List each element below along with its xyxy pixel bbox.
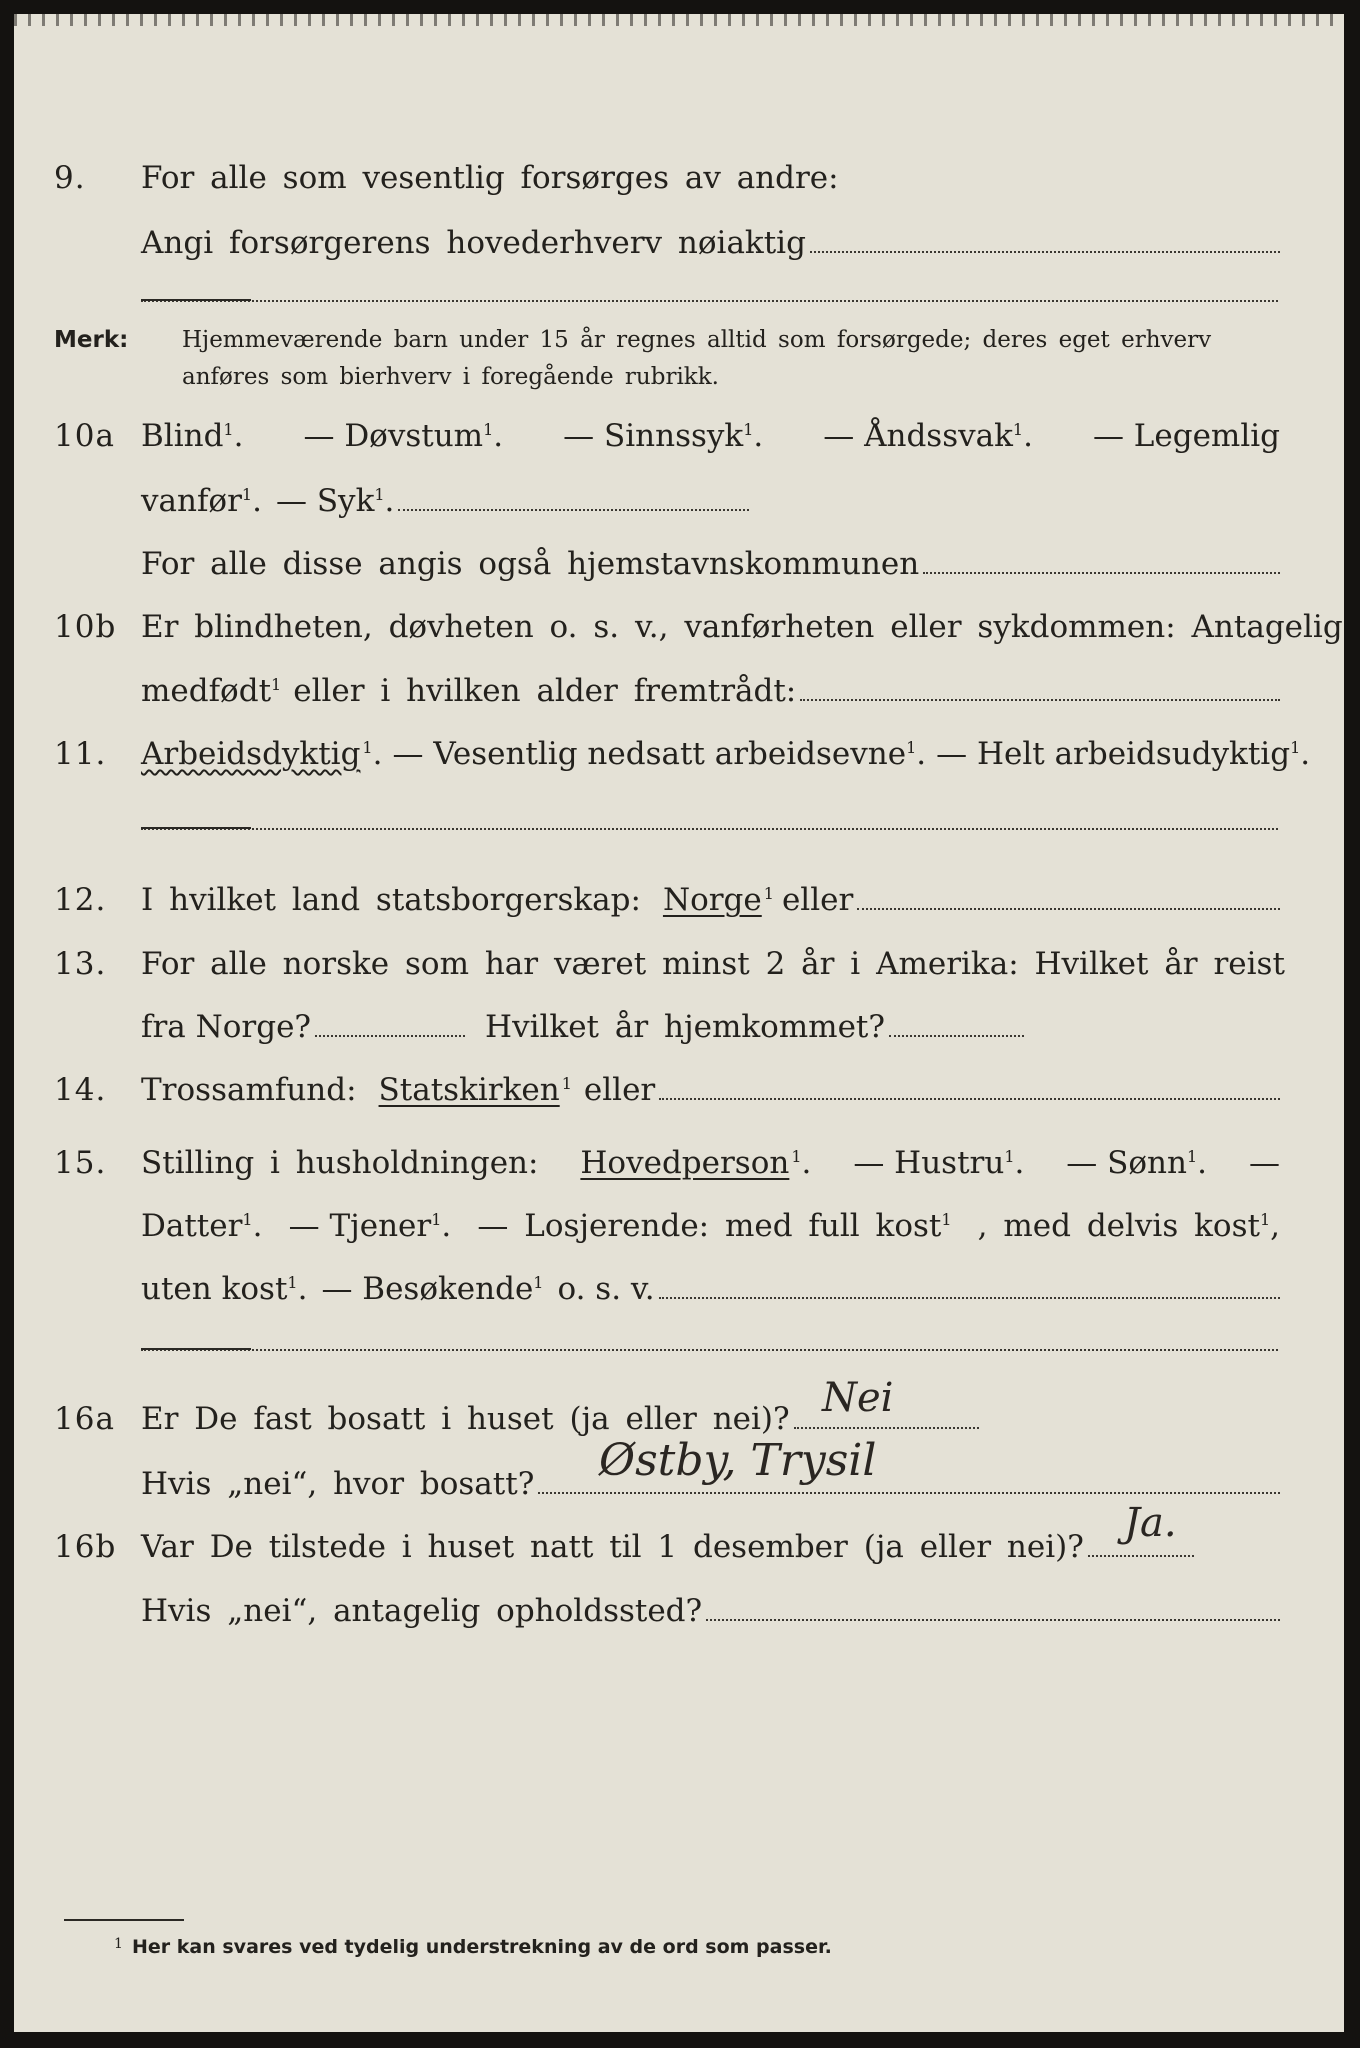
q11-line <box>14 730 1344 778</box>
q14-other-field[interactable] <box>659 1098 1280 1100</box>
option-norge[interactable]: Norge $^1$ <box>662 882 774 918</box>
option-losjerende-full-kost[interactable]: — Losjerende: med full kost$^1$ <box>477 1208 952 1244</box>
option-tjener[interactable]: — Tjener$^1$. <box>288 1208 452 1244</box>
q15-number: 15. <box>54 1145 107 1181</box>
q10a-syk-field[interactable] <box>398 509 749 511</box>
option-syk[interactable]: — Syk$^1$. <box>275 483 395 519</box>
section-divider-solid <box>141 1348 251 1350</box>
option-arbeidsdyktig[interactable]: Arbeidsdyktig $^1$. <box>141 736 383 772</box>
q10b-alder-field[interactable] <box>800 699 1280 701</box>
q16b-number: 16b <box>54 1529 117 1565</box>
merk-label: Merk: <box>54 327 129 353</box>
q16b-opholdssted-label: Hvis „nei“, antagelig opholdssted? <box>141 1593 703 1629</box>
q9-number: 9. <box>54 160 86 196</box>
merk-note-line2: anføres som bierhverv i foregående rubrikk. <box>182 364 719 390</box>
handwritten-answer-ja: Ja. <box>1124 1500 1177 1546</box>
option-datter[interactable]: Datter$^1$. <box>141 1208 263 1244</box>
q15-label: Stilling i husholdningen: <box>141 1145 539 1181</box>
q10b-text: Er blindheten, døvheten o. s. v., vanførheten eller sykdommen: Antagelig <box>141 609 1343 645</box>
q10a-line1 <box>14 412 1344 460</box>
option-medfodt[interactable]: medfødt$^1$ <box>141 673 282 709</box>
option-sinnssyk[interactable]: — Sinnssyk$^1$. <box>563 418 764 454</box>
option-besokende[interactable]: — Besøkende$^1$ <box>321 1271 544 1307</box>
option-hustru[interactable]: — Hustru$^1$. <box>853 1145 1025 1181</box>
q15-osv: o. s. v. <box>557 1271 655 1307</box>
option-uten-kost[interactable]: uten kost$^1$. <box>141 1271 308 1307</box>
option-legemlig[interactable]: — Legemlig <box>1092 418 1280 454</box>
q10a-hjemstavn-label: For alle disse angis også hjemstavnskommunen <box>141 546 920 582</box>
q10a-line2 <box>14 477 1344 525</box>
q10a-hjemstavn-field[interactable] <box>923 572 1280 574</box>
option-blind[interactable]: Blind$^1$. <box>141 418 244 454</box>
footnote-text: Her kan svares ved tydelig understrekning av de ord som passer. <box>132 1936 832 1958</box>
q16b-tilstede-label: Var De tilstede i huset natt til 1 desember (ja eller nei)? <box>141 1529 1084 1565</box>
q9-text: For alle som vesentlig forsørges av andre: <box>141 160 839 196</box>
q14-label: Trossamfund: <box>141 1072 357 1108</box>
q9-hovederhverv-label: Angi forsørgerens hovederhverv nøiaktig <box>141 225 806 261</box>
section-divider <box>141 1349 1278 1351</box>
census-form-page <box>14 14 1344 2032</box>
torn-top-edge <box>14 14 1344 26</box>
footnote-rule <box>64 1919 184 1921</box>
section-divider <box>141 828 1278 830</box>
option-andssvak[interactable]: — Åndssvak$^1$. <box>823 418 1033 454</box>
q16b-tilstede-field[interactable] <box>1088 1555 1194 1557</box>
q16b-opholdssted-field[interactable] <box>706 1619 1280 1621</box>
option-vanfor[interactable]: vanfør$^1$. <box>141 483 262 519</box>
section-divider-solid <box>141 827 251 829</box>
q9-line1 <box>14 154 1344 202</box>
q16a-hvor-bosatt-label: Hvis „nei“, hvor bosatt? <box>141 1466 535 1502</box>
merk-note-line1: Hjemmeværende barn under 15 år regnes alltid som forsørgede; deres eget erhverv <box>182 327 1212 353</box>
footnote-mark: 1 <box>114 1936 123 1952</box>
q13-text: For alle norske som har været minst 2 år i Amerika: Hvilket år reist <box>141 946 1285 982</box>
option-hovedperson[interactable]: Hovedperson $^1$. <box>580 1145 812 1181</box>
q9-answer-field[interactable] <box>810 251 1280 253</box>
section-divider <box>141 300 1278 302</box>
q16a-hvor-bosatt-field[interactable] <box>538 1492 1280 1494</box>
q10b-line2 <box>14 667 1344 715</box>
q9-line2 <box>14 219 1344 267</box>
q15-line2 <box>14 1202 1344 1250</box>
q16a-fast-bosatt-label: Er De fast bosatt i huset (ja eller nei)? <box>141 1401 790 1437</box>
option-delvis-kost[interactable]: , med delvis kost$^1$, <box>977 1208 1280 1244</box>
q10a-number: 10a <box>54 418 115 454</box>
q14-line <box>14 1066 1344 1114</box>
q13-hjemkommet-field[interactable] <box>889 1035 1024 1037</box>
q11-number: 11. <box>54 736 107 772</box>
q13-line1 <box>14 940 1344 988</box>
q12-eller: eller <box>781 882 854 918</box>
q12-other-country-field[interactable] <box>857 908 1280 910</box>
option-arbeidsudyktig[interactable]: — Helt arbeidsudyktig$^1$. <box>936 736 1311 772</box>
q13-reist-field[interactable] <box>315 1035 465 1037</box>
q12-label: I hvilket land statsborgerskap: <box>141 882 641 918</box>
option-sonn[interactable]: — Sønn$^1$. <box>1066 1145 1208 1181</box>
q13-line2 <box>14 1003 1344 1051</box>
q13-fra-norge-label: fra Norge? <box>141 1009 312 1045</box>
section-divider-solid <box>141 299 251 301</box>
option-nedsatt-arbeidsevne[interactable]: — Vesentlig nedsatt arbeidsevne$^1$. <box>392 736 927 772</box>
q15-dash: — <box>1248 1145 1280 1181</box>
q13-number: 13. <box>54 946 107 982</box>
q16a-fast-bosatt-field[interactable] <box>794 1427 979 1429</box>
q13-hjemkommet-label: Hvilket år hjemkommet? <box>485 1009 886 1045</box>
q15-line3 <box>14 1265 1344 1313</box>
option-dovstum[interactable]: — Døvstum$^1$. <box>303 418 504 454</box>
q16a-number: 16a <box>54 1401 115 1437</box>
q15-other-field[interactable] <box>659 1297 1280 1299</box>
q10b-number: 10b <box>54 609 117 645</box>
handwritten-answer-nei: Nei <box>822 1375 894 1421</box>
q15-line1 <box>14 1139 1344 1187</box>
handwritten-answer-place: Østby, Trysil <box>599 1435 877 1486</box>
option-statskirken[interactable]: Statskirken $^1$ <box>378 1072 572 1108</box>
q12-line <box>14 876 1344 924</box>
q14-number: 14. <box>54 1072 107 1108</box>
q10b-alder-label: eller i hvilken alder fremtrådt: <box>293 673 797 709</box>
q16b-line2 <box>14 1587 1344 1635</box>
q10b-line1 <box>14 603 1344 651</box>
q10a-line3 <box>14 540 1344 588</box>
q12-number: 12. <box>54 882 107 918</box>
q14-eller: eller <box>583 1072 656 1108</box>
